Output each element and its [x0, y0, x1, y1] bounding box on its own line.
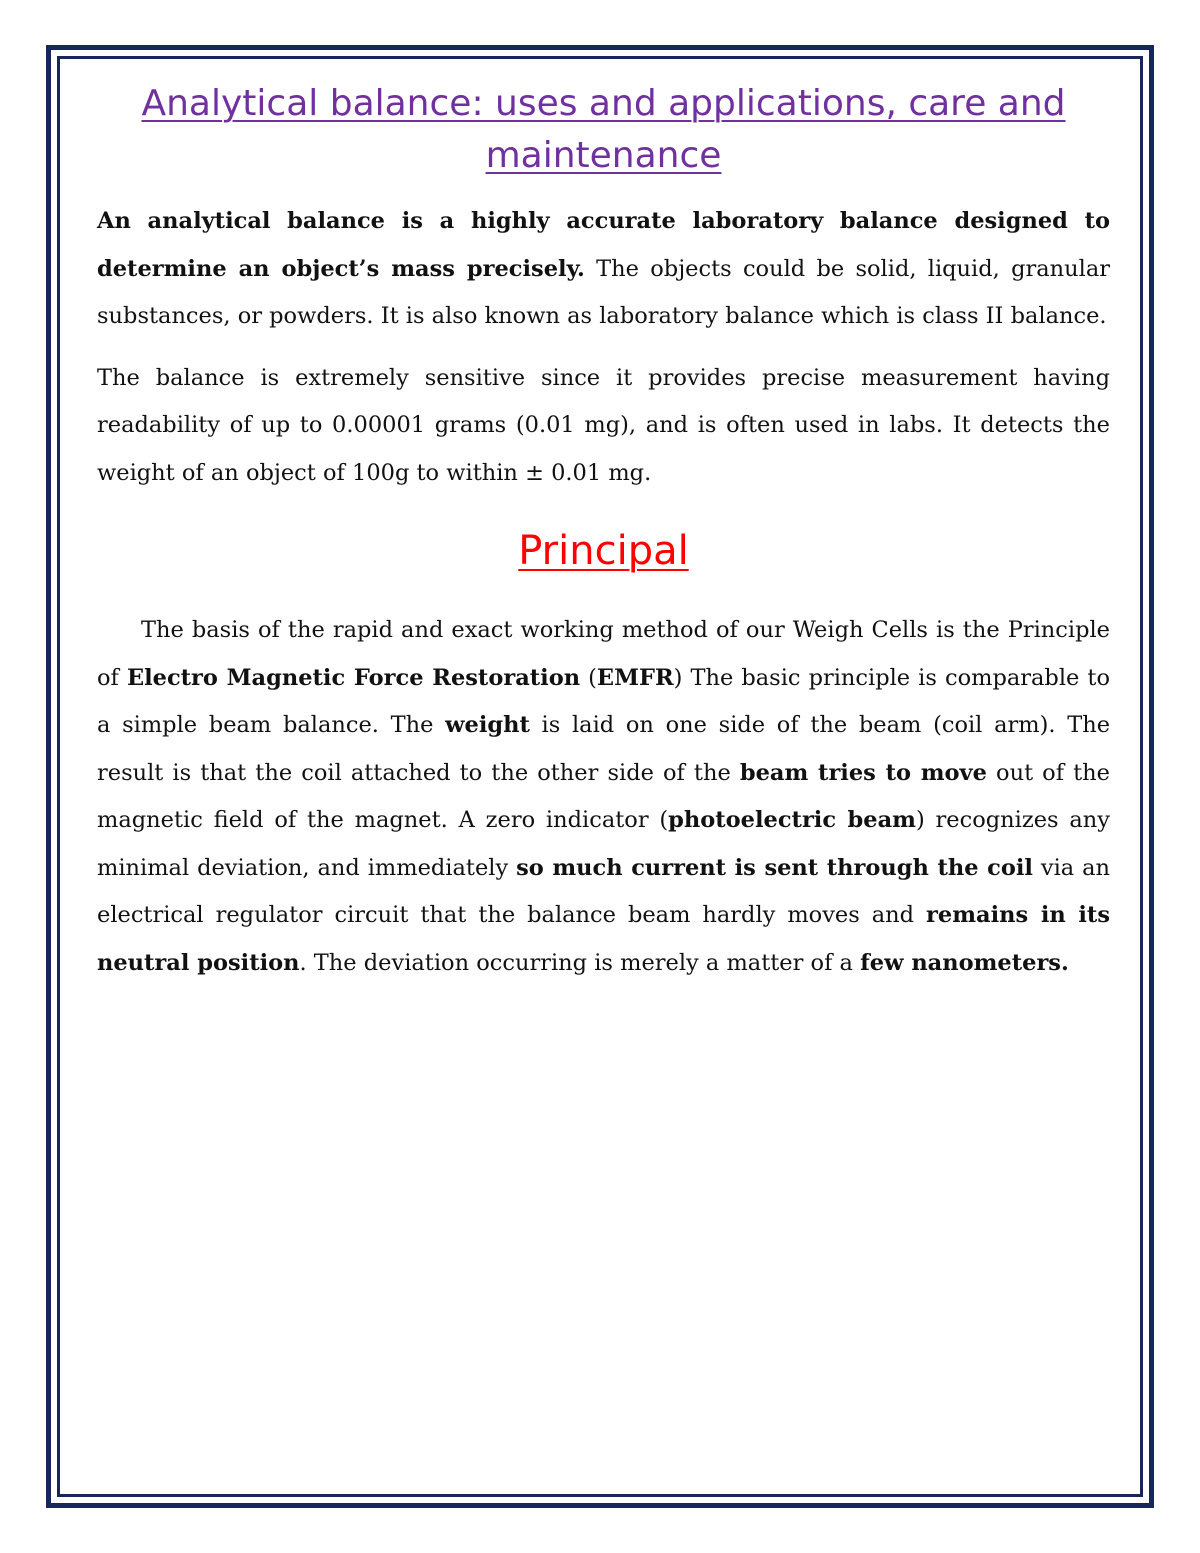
principle-heading: Principal	[518, 528, 689, 574]
intro-text: The objects could be solid, liquid, granular substances, or powders. It is also known as laboratory balance which is class II balance.	[97, 255, 1110, 329]
principle-text: out of the magnetic field of the magnet. A zero indicator (	[97, 759, 1110, 833]
principle-text: is laid on one side of the beam (coil arm). The result is that the coil attached to the other side of the	[97, 712, 1111, 786]
principle-emphasis: so much current is sent through the coil	[516, 854, 1033, 881]
document-body	[97, 78, 1110, 987]
intro-paragraph	[97, 198, 1110, 341]
principle-text: via an electrical regulator circuit that the balance beam hardly moves and	[97, 854, 1111, 928]
principle-emphasis: beam tries to move	[739, 759, 987, 786]
sensitivity-paragraph: The balance is extremely sensitive since it provides precise measurement having readability of up to 0.00001 grams (0.01 mg), and is often used in labs. It detects the weight of an object of 100g to within ± 0.01 mg.	[97, 364, 1110, 486]
principle-text: ) The basic principle is comparable to a simple beam balance. The	[97, 664, 1110, 738]
principle-text: (	[580, 664, 597, 691]
principle-text: ) recognizes any minimal deviation, and immediately	[97, 807, 1110, 881]
principle-text: The basis of the rapid and exact working method of our Weigh Cells is the Principle of	[97, 617, 1110, 691]
principle-emphasis: few nanometers.	[860, 949, 1069, 976]
principle-emphasis: photoelectric beam	[668, 807, 916, 833]
intro-definition: An analytical balance is a highly accurate laboratory balance designed to determine an object’s mass precisely.	[97, 208, 1110, 282]
principle-text: . The deviation occurring is merely a matter of a	[299, 949, 861, 976]
principle-emphasis: EMFR	[596, 664, 674, 691]
principle-emphasis: weight	[445, 712, 530, 738]
principle-paragraph	[97, 607, 1110, 987]
document-title: Analytical balance: uses and applications, care and maintenance	[141, 83, 1066, 176]
principle-emphasis: Electro Magnetic Force Restoration	[126, 664, 581, 691]
principle-emphasis: remains in its neutral position	[97, 902, 1110, 976]
